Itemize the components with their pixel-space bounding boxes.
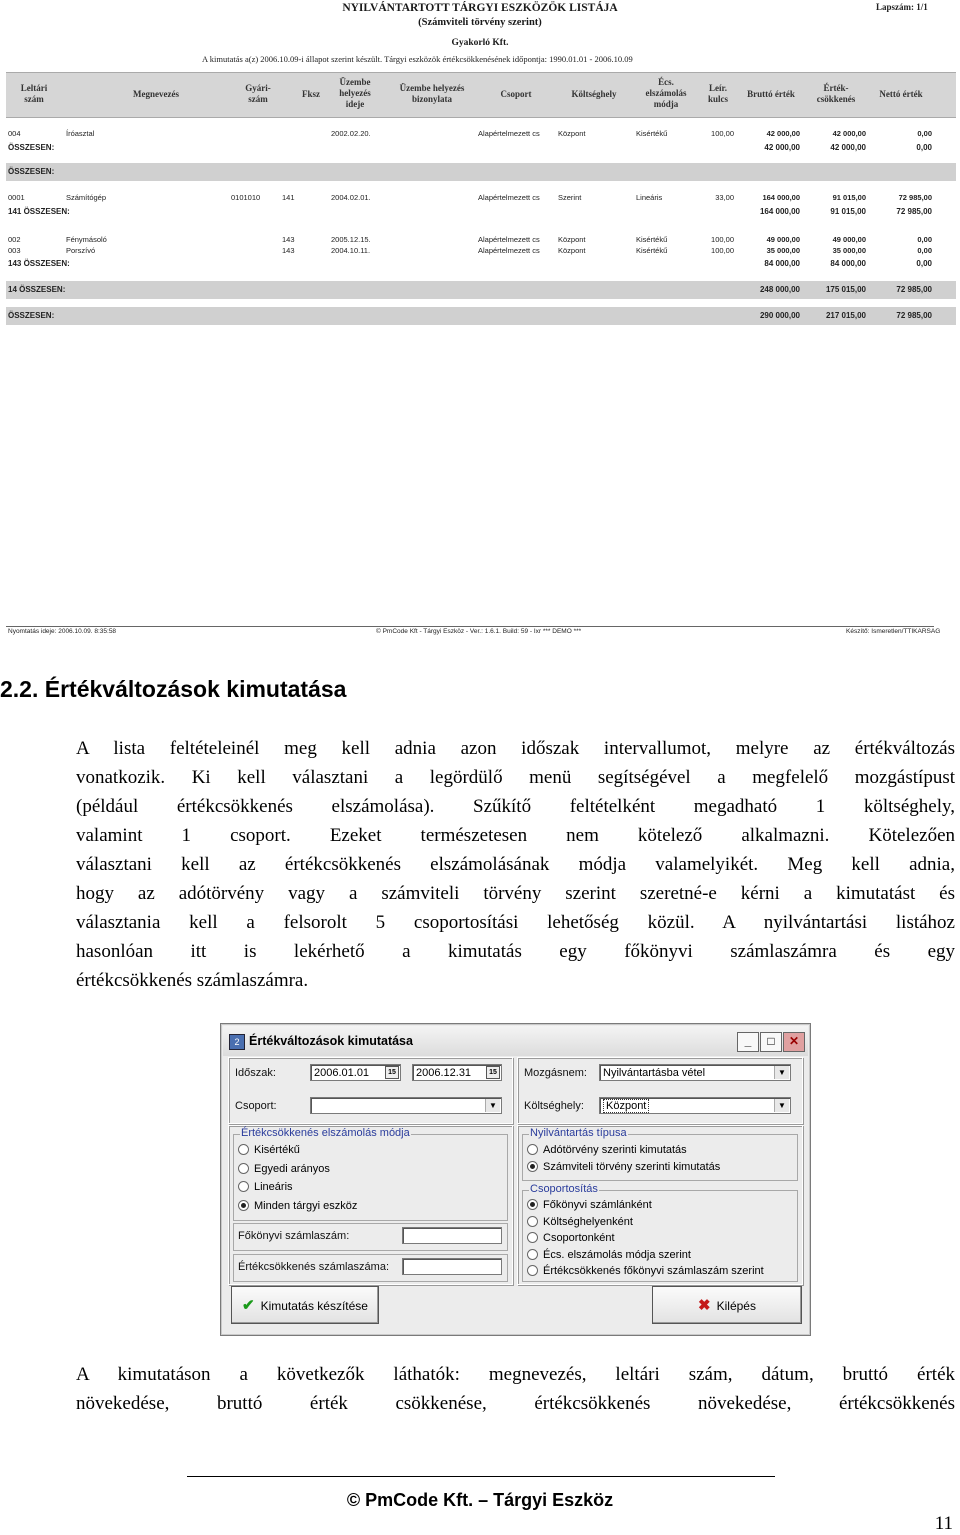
paragraph-line: választani kell az értékcsökkenés elszámolásának módja valamelyikét. Meg kell adnia, [76,854,955,875]
report-total-value: 164 000,00 [759,207,800,216]
tipus-group-title: Nyilvántartás típusa [530,1127,627,1139]
dialog-window [220,1023,811,1336]
date-from-field[interactable] [310,1064,401,1081]
radio-button-icon[interactable] [238,1181,249,1192]
report-col-header: Écs. elszámolás módja [645,77,687,109]
koltseghely-select[interactable] [599,1097,791,1114]
fokonyvi-input[interactable] [402,1227,502,1244]
paragraph-line: (például értékcsökkenés elszámolása). Szűkítő feltételként megadható 1 költséghely, [76,796,955,817]
report-total-label: 14 ÖSSZESEN: [8,285,66,294]
report-cell: Fénymásoló [66,235,107,244]
radio-button-icon[interactable] [238,1200,249,1211]
report-cell: Kisértékű [636,129,668,138]
report-cell: Porszívó [66,246,96,255]
radio-button-icon[interactable] [527,1265,538,1276]
paragraph-line: hogy az adótörvény vagy a számviteli törvény szerint szeretné-e kérni a kimutatást és [76,883,955,904]
radio-button-icon[interactable] [527,1216,538,1227]
report-page: Lapszám: 1/1 [876,2,928,12]
fokonyvi-row [233,1223,508,1251]
kimutatas-button[interactable] [231,1286,379,1324]
report-total-value: 91 015,00 [830,207,866,216]
paragraph-line: valamint 1 csoport. Ezeket természetesen nem kötelező alkalmazni. Kötelezően [76,825,955,846]
paragraph-line: vonatkozik. Ki kell választani a legördülő menü segítségével a megfelelő mozgástípust [76,767,955,788]
report-col-header: Érték- csökkenés [816,83,856,104]
report-screenshot [0,0,960,640]
koltseghely-label: Költséghely: [524,1100,584,1112]
dialog-title: Értékváltozások kimutatása [249,1034,413,1048]
radio-option[interactable] [527,1216,633,1228]
radio-button-icon[interactable] [527,1144,538,1155]
report-cell: 0,00 [917,246,932,255]
report-total-band [6,307,956,325]
kilepes-label: Kilépés [716,1299,756,1313]
report-total-value: 0,00 [916,259,932,268]
left-filter-panel [228,1057,513,1124]
report-total-band [6,281,956,299]
report-company: Gyakorló Kft. [451,38,509,48]
radio-label: Költséghelyenként [543,1215,633,1228]
chevron-down-icon[interactable]: ▼ [774,1066,789,1079]
report-cell: 72 985,00 [898,193,932,202]
check-icon: ✔ [242,1297,255,1314]
minimize-button[interactable]: _ [737,1032,759,1052]
report-col-header: Üzembe helyezés ideje [339,77,371,109]
report-title: NYILVÁNTARTOTT TÁRGYI ESZKÖZÖK LISTÁJA [342,2,618,14]
report-cell: 164 000,00 [762,193,800,202]
report-column-header [6,72,956,118]
report-footer-rule [6,626,934,627]
report-cell: Központ [558,129,586,138]
report-total-value: 175 015,00 [825,285,866,294]
report-row [6,244,956,257]
report-total-value: 42 000,00 [830,143,866,152]
report-info: A kimutatás a(z) 2006.10.09-i állapot szerint készült. Tárgyi eszközök értékcsökkenésének időpontja: 1990.01.01 - 2006.10.09 [202,54,633,64]
report-col-header: Gyári- szám [245,83,271,104]
radio-option[interactable] [527,1144,687,1156]
radio-button-icon[interactable] [527,1199,538,1210]
radio-option[interactable] [527,1199,652,1211]
chevron-down-icon[interactable]: ▼ [485,1099,500,1112]
report-row [6,127,956,140]
csoport-select[interactable] [310,1097,502,1114]
ecs-group-title: Értékcsökkenés elszámolás módja [241,1127,410,1139]
radio-label: Lineáris [254,1181,293,1193]
report-col-header: Bruttó érték [747,89,795,99]
radio-label: Minden tárgyi eszköz [254,1199,358,1212]
chevron-down-icon[interactable]: ▼ [774,1099,789,1112]
radio-label: Főkönyvi számlánként [543,1199,652,1211]
report-col-header: Fksz [302,89,320,99]
right-options-panel [517,1125,803,1285]
radio-option[interactable] [527,1232,615,1244]
report-cell: 141 [282,193,295,202]
radio-label: Écs. elszámolás módja szerint [543,1248,691,1261]
report-cell: 0101010 [231,193,261,202]
report-cell: 0,00 [917,235,932,244]
date-to-value: 2006.12.31 [416,1067,472,1079]
ecs-szamla-label: Értékcsökkenés számlaszáma: [238,1261,389,1273]
report-cell: Alapértelmezett cs [478,246,540,255]
report-total-value: 72 985,00 [896,311,932,320]
report-total-value: 84 000,00 [830,259,866,268]
report-cell: 0,00 [917,129,932,138]
report-cell: Lineáris [636,193,663,202]
radio-option[interactable] [238,1200,357,1212]
report-total-value: 42 000,00 [764,143,800,152]
report-cell: 49 000,00 [766,235,800,244]
radio-button-icon[interactable] [238,1163,249,1174]
radio-button-icon[interactable] [527,1232,538,1243]
report-cell: Számítógép [66,193,107,202]
paragraph-line: növekedése, bruttó érték csökkenése, értékcsökkenés növekedése, értékcsökkenés [76,1393,955,1414]
report-total-label: 141 ÖSSZESEN: [8,207,70,216]
csop-group-title: Csoportosítás [530,1183,598,1195]
csoport-label: Csoport: [235,1100,277,1112]
report-cell: 35 000,00 [832,246,866,255]
report-cell: Kisértékű [636,235,668,244]
report-cell: 42 000,00 [832,129,866,138]
report-cell: 35 000,00 [766,246,800,255]
report-subtotal [6,258,956,272]
kimutatas-label: Kimutatás készítése [260,1299,368,1313]
radio-option[interactable] [527,1161,720,1173]
report-col-header: Nettó érték [879,89,923,99]
report-total-value: 217 015,00 [825,311,866,320]
report-total-value: 0,00 [916,143,932,152]
report-total-label: ÖSSZESEN: [8,143,55,152]
report-cell: 2002.02.20. [331,129,371,138]
tipus-group [522,1127,798,1181]
paragraph-line: A lista feltételeinél meg kell adnia azon időszak intervallumot, melyre az értékváltozás [76,738,955,759]
report-cell: 2004.02.01. [331,193,371,202]
radio-button-icon[interactable] [527,1249,538,1260]
report-cell: 004 [8,129,21,138]
ecs-szamla-row [233,1254,508,1282]
calendar-icon[interactable]: 15 [486,1066,500,1079]
report-col-header: Leír. kulcs [707,83,728,104]
right-filter-panel [517,1057,803,1124]
report-subtotal [6,206,956,220]
report-cell: 33,00 [715,193,734,202]
radio-option[interactable] [238,1163,330,1175]
report-cell: 100,00 [711,246,734,255]
report-cell: 003 [8,246,21,255]
paragraph-line: értékcsökkenés számlaszámra. [76,970,309,991]
radio-option[interactable] [238,1181,293,1193]
report-cell: 42 000,00 [766,129,800,138]
section-heading: 2.2. Értékváltozások kimutatása [0,676,347,702]
kilepes-button[interactable] [652,1286,802,1324]
report-cell: 0001 [8,193,25,202]
radio-option[interactable] [527,1249,691,1261]
paragraph-line: hasonlóan itt is lekérhető a kimutatás egy főkönyvi számlaszámra és egy [76,941,955,962]
date-from-value: 2006.01.01 [314,1067,370,1079]
date-to-field[interactable] [412,1064,502,1081]
mozgasnem-label: Mozgásnem: [524,1067,587,1079]
report-total-value: 72 985,00 [896,207,932,216]
radio-label: Adótörvény szerinti kimutatás [543,1144,687,1156]
report-cell: 100,00 [711,235,734,244]
paragraph-1 [76,734,955,995]
report-cell: 2004.10.11. [331,246,371,255]
report-col-header: Üzembe helyezés bizonylata [399,83,465,104]
report-cell: Alapértelmezett cs [478,129,540,138]
mozgasnem-value: Nyilvántartásba vétel [603,1067,706,1079]
report-col-header: Leltári szám [20,83,48,104]
radio-label: Számviteli törvény szerinti kimutatás [543,1161,721,1173]
fokonyvi-label: Főkönyvi számlaszám: [238,1230,350,1242]
report-cell: 143 [282,235,295,244]
radio-button-icon[interactable] [238,1144,249,1155]
report-footer-left: Nyomtatás ideje: 2006.10.09. 8:35:58 [8,628,117,635]
report-cell: 91 015,00 [832,193,866,202]
report-cell: Központ [558,235,586,244]
report-cell: Kisértékű [636,246,668,255]
radio-label: Csoportonként [543,1232,615,1244]
report-col-header: Csoport [500,89,532,99]
app-icon: 2 [229,1034,245,1050]
ecs-group [233,1127,508,1221]
mozgasnem-select[interactable] [599,1064,791,1081]
report-cell: 002 [8,235,21,244]
radio-label: Értékcsökkenés főkönyvi számlaszám szerint [543,1265,764,1277]
report-cell: Alapértelmezett cs [478,235,540,244]
report-total-label: 143 ÖSSZESEN: [8,259,70,268]
radio-label: Egyedi arányos [254,1162,330,1175]
paragraph-line: A kimutatáson a következők láthatók: megnevezés, leltári szám, dátum, bruttó érték [76,1364,955,1385]
report-footer-mid: © PmCode Kft - Tárgyi Eszköz - Ver.: 1.6.1. Build: 59 - Ixr *** DEMO *** [376,628,582,635]
csop-group [522,1183,798,1282]
report-cell: 100,00 [711,129,734,138]
report-cell: 143 [282,246,295,255]
idoszak-label: Időszak: [235,1067,276,1079]
report-total-value: 72 985,00 [896,285,932,294]
radio-button-icon[interactable] [527,1161,538,1172]
left-options-panel [228,1125,513,1285]
report-subtotal [6,142,956,156]
report-total-label: ÖSSZESEN: [8,311,55,320]
close-button[interactable]: ✕ [783,1032,805,1052]
report-cell: 49 000,00 [832,235,866,244]
page-footer: © PmCode Kft. – Tárgyi Eszköz [346,1490,614,1510]
page-number: 11 [934,1513,953,1534]
report-cell: Szerint [558,193,582,202]
report-total-value: 84 000,00 [764,259,800,268]
report-subtitle: (Számviteli törvény szerint) [418,17,542,28]
dialog-titlebar[interactable] [223,1026,808,1056]
report-cell: Alapértelmezett cs [478,193,540,202]
report-col-header: Megnevezés [133,89,179,99]
radio-option[interactable] [238,1144,300,1156]
report-total-band [6,163,956,181]
maximize-button[interactable]: □ [760,1032,782,1052]
radio-option[interactable] [527,1265,764,1277]
report-total-label: ÖSSZESEN: [8,167,55,176]
report-total-value: 290 000,00 [759,311,800,320]
radio-label: Kisértékű [254,1144,300,1156]
report-cell: Központ [558,246,586,255]
paragraph-line: választania kell a felsorolt 5 csoportosítási lehetőség közül. A nyilvántartási listához [76,912,955,933]
koltseghely-value: Központ [603,1099,649,1113]
report-total-value: 248 000,00 [759,285,800,294]
ecs-szamla-input[interactable] [402,1258,502,1275]
report-cell: Íróasztal [66,129,95,138]
report-row [6,191,956,204]
report-cell: 2005.12.15. [331,235,371,244]
close-icon: ✖ [698,1297,711,1314]
report-col-header: Költséghely [571,89,617,99]
footer-rule [187,1476,775,1477]
report-footer-right: Készítő: Ismeretlen/TTIKARSAG [846,628,941,635]
paragraph-2 [76,1360,955,1418]
calendar-icon[interactable]: 15 [385,1066,399,1079]
